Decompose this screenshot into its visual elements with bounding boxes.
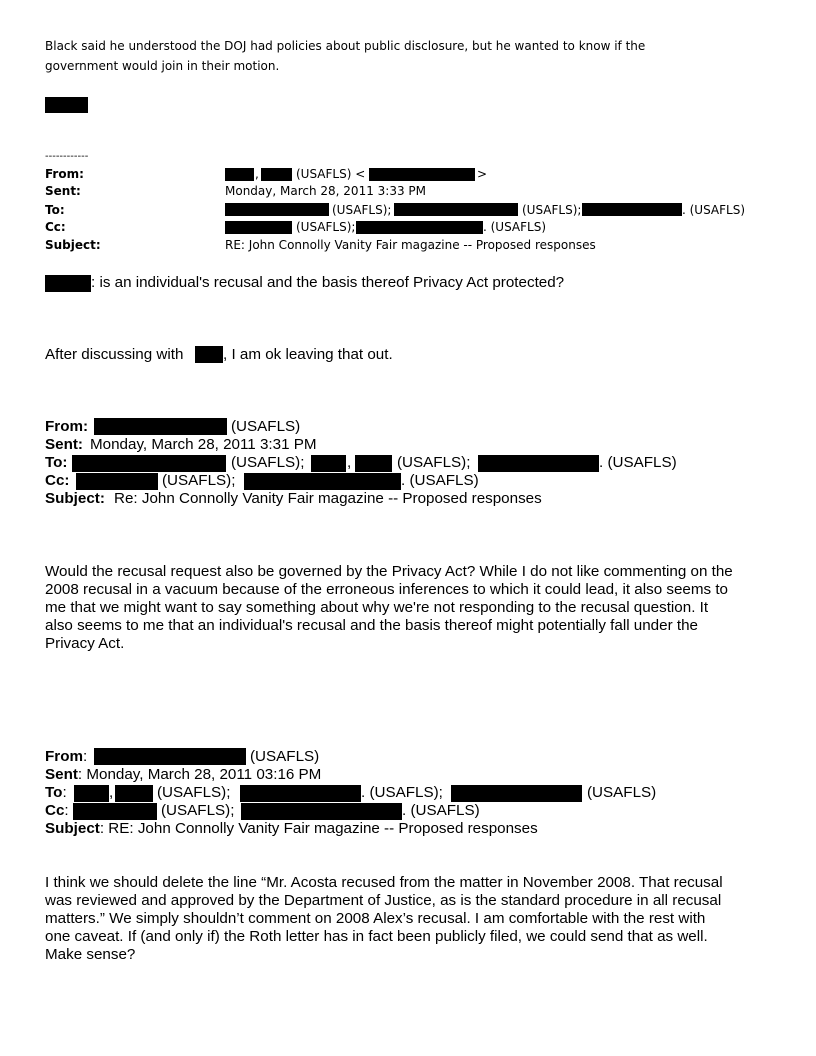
redaction (369, 168, 475, 181)
email3-cc-label: Cc (45, 802, 65, 819)
email3-body (45, 874, 780, 964)
redaction (451, 785, 582, 802)
email3-to-sep4: (USAFLS) (587, 784, 657, 801)
email3-from-label: From (45, 748, 83, 765)
email3-sent-row (45, 766, 321, 784)
redaction (582, 203, 682, 216)
intro-line-2: government would join in their motion. (45, 59, 280, 73)
email2-sent-label: Sent: (45, 436, 83, 453)
email3-from-colon: : (82, 748, 88, 765)
intro-line-1: Black said he understood the DOJ had policies about public disclosure, but he wanted to know if the (45, 39, 646, 53)
email2-from-label: From: (45, 418, 89, 435)
email1-to-sep1: (USAFLS); (332, 203, 392, 217)
email2-subject-label: Subject: (45, 490, 105, 507)
redaction (94, 418, 227, 435)
email3-body-line: was reviewed and approved by the Department of Justice, as is the standard procedure in all recusal (45, 892, 722, 909)
redaction (72, 455, 226, 472)
email3-to-label: To (45, 784, 63, 801)
email1-body-question: : is an individual's recusal and the basis thereof Privacy Act protected? (91, 274, 565, 291)
email1-to-sep3: . (USAFLS) (682, 203, 746, 217)
redaction (225, 203, 329, 216)
email1-from-sep2: (USAFLS) < (296, 167, 366, 181)
email1-body-answer-a: After discussing with (45, 346, 184, 363)
email1-sent-label: Sent: (45, 184, 81, 198)
email1-sent-value: Monday, March 28, 2011 3:33 PM (225, 184, 426, 198)
email2-body-line: me that we might want to say something about why we're not responding to the recusal question. It (45, 599, 709, 616)
email1-body-answer-b: , I am ok leaving that out. (223, 346, 393, 363)
email3-to-sep3: . (USAFLS); (361, 784, 443, 801)
redaction (394, 203, 518, 216)
redaction (94, 748, 246, 765)
email2-body-line: Would the recusal request also be governed by the Privacy Act? While I do not like commenting on the (45, 563, 733, 580)
redaction (115, 785, 153, 802)
email3-from-row (45, 748, 87, 766)
redaction (74, 785, 109, 802)
redaction-signature (45, 97, 88, 113)
redaction (240, 785, 361, 802)
email2-body-line: 2008 recusal in a vacuum because of the erroneous inferences to which it could lead, it also seems to (45, 581, 728, 598)
email1-cc-sep1: (USAFLS); (296, 220, 356, 234)
email1-separator: ------------ (45, 151, 89, 162)
redaction (311, 455, 346, 472)
email3-cc-row (45, 802, 69, 820)
email1-cc-sep2: . (USAFLS) (483, 220, 547, 234)
email2-cc-sep2: . (USAFLS) (401, 472, 479, 489)
redaction (45, 275, 91, 292)
email3-to-sep2: (USAFLS); (157, 784, 231, 801)
email3-subject-label: Subject (45, 820, 100, 837)
email2-to-label: To: (45, 454, 68, 471)
redaction (355, 455, 392, 472)
email3-sent-value: : Monday, March 28, 2011 03:16 PM (77, 766, 322, 783)
email1-cc-label: Cc: (45, 220, 66, 234)
email2-to-sep2: , (347, 454, 352, 471)
redaction (356, 221, 483, 234)
email1-from-label: From: (45, 167, 84, 181)
redaction (76, 473, 158, 490)
email2-body-line: Privacy Act. (45, 635, 125, 652)
email1-subject-label: Subject: (45, 238, 101, 252)
email2-from-sep1: (USAFLS) (231, 418, 301, 435)
email2-cc-sep1: (USAFLS); (162, 472, 236, 489)
email3-subject-row (45, 820, 538, 838)
email1-to-sep2: (USAFLS); (522, 203, 582, 217)
redaction (244, 473, 401, 490)
email3-subject-value: : RE: John Connolly Vanity Fair magazine -- Proposed responses (99, 820, 538, 837)
email3-to-colon: : (62, 784, 67, 801)
redaction (261, 168, 292, 181)
email3-to-row (45, 784, 67, 802)
email3-body-line: I think we should delete the line “Mr. Acosta recused from the matter in November 2008. That recusal (45, 874, 723, 891)
redaction (73, 803, 157, 820)
redaction (478, 455, 599, 472)
email3-body-line: one caveat. If (and only if) the Roth letter has in fact been publicly filed, we could send that as well. (45, 928, 708, 945)
email2-to-sep1: (USAFLS); (231, 454, 305, 471)
email1-subject-value: RE: John Connolly Vanity Fair magazine -- Proposed responses (225, 238, 596, 252)
email3-cc-sep2: . (USAFLS) (402, 802, 480, 819)
email3-body-line: matters.” We simply shouldn’t comment on 2008 Alex’s recusal. I am comfortable with the rest with (45, 910, 706, 927)
email1-from-sep3: > (477, 167, 488, 181)
email2-to-sep3: (USAFLS); (397, 454, 471, 471)
email2-body-line: also seems to me that an individual's recusal and the basis thereof might potentially fall under the (45, 617, 698, 634)
email3-sent-label: Sent (45, 766, 78, 783)
email3-from-sep1: (USAFLS) (250, 748, 320, 765)
email2-cc-label: Cc: (45, 472, 70, 489)
email3-to-sep1: , (109, 784, 114, 801)
email1-from-sep1: , (255, 167, 259, 181)
email3-cc-colon: : (64, 802, 69, 819)
redaction (225, 221, 292, 234)
email2-to-sep4: . (USAFLS) (599, 454, 677, 471)
email2-sent-value: Monday, March 28, 2011 3:31 PM (90, 436, 317, 453)
email2-body (45, 563, 780, 653)
email3-cc-sep1: (USAFLS); (161, 802, 235, 819)
redaction (241, 803, 402, 820)
email2-subject-value: Re: John Connolly Vanity Fair magazine -- Proposed responses (114, 490, 542, 507)
redaction (195, 346, 223, 363)
email1-to-label: To: (45, 203, 65, 217)
redaction (225, 168, 254, 181)
email3-body-line: Make sense? (45, 946, 136, 963)
